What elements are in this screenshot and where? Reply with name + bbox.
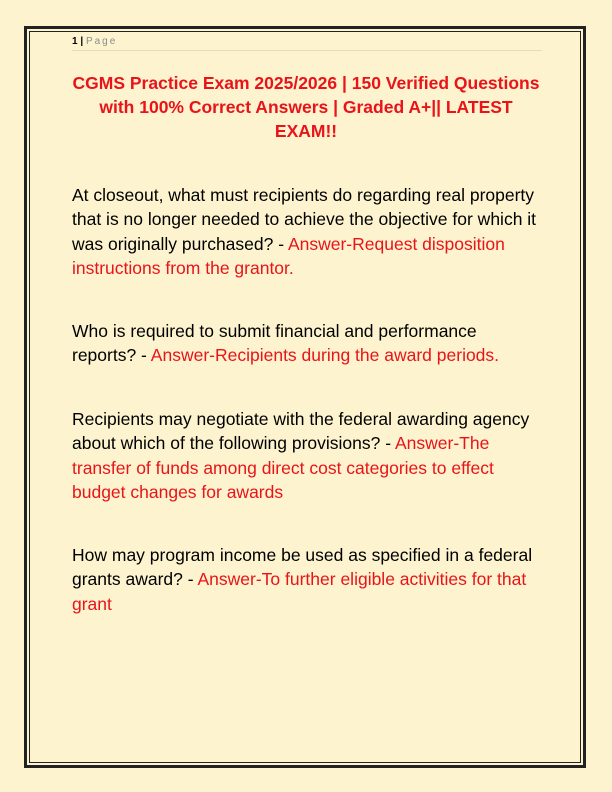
qa-item-3 xyxy=(72,407,544,504)
question-text: Recipients may negotiate with the federal awarding agency about which of the following provisions? - xyxy=(72,409,530,454)
question-text: At closeout, what must recipients do regarding real property that is no longer needed to achieve the objective for which it was originally purchased? - xyxy=(72,185,537,254)
qa-item-1 xyxy=(72,183,544,280)
document-title: CGMS Practice Exam 2025/2026 | 150 Verified Questions with 100% Correct Answers | Graded A+|| LATEST EXAM!! xyxy=(72,73,540,141)
answer-text: Answer-Request disposition instructions from the grantor. xyxy=(72,233,505,278)
page-header xyxy=(72,36,542,51)
qa-item-4 xyxy=(72,543,544,616)
question-text: How may program income be used as specified in a federal grants award? - xyxy=(72,545,533,590)
page-label: Page xyxy=(85,36,118,47)
qa-item-2 xyxy=(72,319,544,368)
answer-text: Answer-The transfer of funds among direct cost categories to effect budget changes for awards xyxy=(72,433,494,502)
page-number: 1 xyxy=(72,36,78,47)
page-separator: | xyxy=(80,36,84,47)
answer-text: Answer-Recipients during the award periods. xyxy=(150,345,500,366)
question-text: Who is required to submit financial and performance reports? - xyxy=(72,321,477,366)
answer-text: Answer-To further eligible activities for that grant xyxy=(72,569,527,614)
